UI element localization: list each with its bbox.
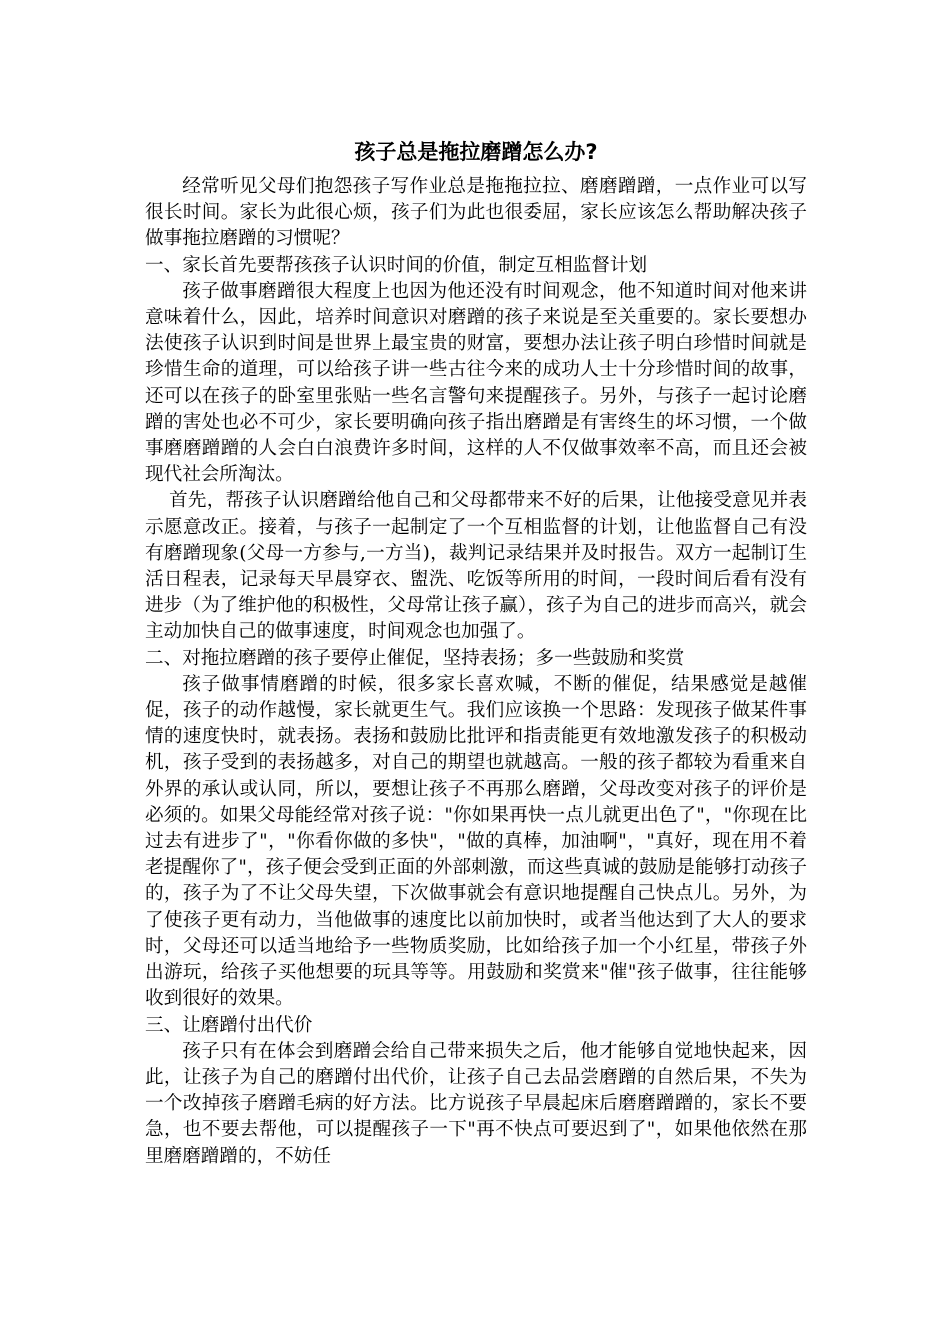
section-2-heading: 二、对拖拉磨蹭的孩子要停止催促，坚持表扬；多一些鼓励和奖赏 [145, 647, 685, 669]
document-title: 孩子总是拖拉磨蹭怎么办? [354, 140, 598, 164]
intro-paragraph: 经常听见父母们抱怨孩子写作业总是拖拖拉拉、磨磨蹭蹭，一点作业可以写很长时间。家长为此很心烦，孩子们为此也很委屈，家长应该怎么帮助解决孩子做事拖拉磨蹭的习惯呢？ [145, 176, 807, 250]
section-1-paragraph-1: 孩子做事磨蹭很大程度上也因为他还没有时间观念，他不知道时间对他来讲意味着什么，因此，培养时间意识对磨蹭的孩子来说是至关重要的。家长要想办法使孩子认识到时间是世界上最宝贵的财富，要想办法让孩子明白珍惜时间就是珍惜生命的道理，可以给孩子讲一些古往今来的成功人士十分珍惜时间的故事，还可以在孩子的卧室里张贴一些名言警句来提醒孩子。另外，与孩子一起讨论磨蹭的害处也必不可少，家长要明确向孩子指出磨蹭是有害终生的坏习惯，一个做事磨磨蹭蹭的人会白白浪费许多时间，这样的人不仅做事效率不高，而且还会被现代社会所淘汰。 [145, 280, 807, 486]
section-1-paragraph-2: 首先，帮孩子认识磨蹭给他自己和父母都带来不好的后果，让他接受意见并表示愿意改正。接着，与孩子一起制定了一个互相监督的计划，让他监督自己有没有磨蹭现象(父母一方参与,一方当)，裁判记录结果并及时报告。双方一起制订生活日程表，记录每天早晨穿衣、盥洗、吃饭等所用的时间，一段时间后看有没有进步（为了维护他的积极性，父母常让孩子赢），孩子为自己的进步而高兴，就会主动加快自己的做事速度，时间观念也加强了。 [145, 490, 807, 643]
section-3-paragraph-1: 孩子只有在体会到磨蹭会给自己带来损失之后，他才能够自觉地快起来，因此，让孩子为自己的磨蹭付出代价，让孩子自己去品尝磨蹭的自然后果，不失为一个改掉孩子磨蹭毛病的好方法。比方说孩子早晨起床后磨磨蹭蹭的，家长不要急，也不要去帮他，可以提醒孩子一下"再不快点可要迟到了"，如果他依然在那里磨磨蹭蹭的，不妨任 [145, 1040, 807, 1167]
section-1-heading: 一、家长首先要帮孩孩子认识时间的价值，制定互相监督计划 [145, 254, 648, 276]
section-2-paragraph-1: 孩子做事情磨蹭的时候，很多家长喜欢喊，不断的催促，结果感觉是越催促，孩子的动作越慢，家长就更生气。我们应该换一个思路：发现孩子做某件事情的速度快时，就表扬。表扬和鼓励比批评和指责能更有效地激发孩子的积极动机，孩子受到的表扬越多，对自己的期望也就越高。一般的孩子都较为看重来自外界的承认或认同，所以，要想让孩子不再那么磨蹭，父母改变对孩子的评价是必须的。如果父母能经常对孩子说："你如果再快一点儿就更出色了"，"你现在比过去有进步了"，"你看你做的多快"，"做的真棒，加油啊"，"真好，现在用不着老提醒你了"，孩子便会受到正面的外部刺激，而这些真诚的鼓励是能够打动孩子的，孩子为了不让父母失望，下次做事就会有意识地提醒自己快点儿。另外，为了使孩子更有动力，当他做事的速度比以前加快时，或者当他达到了大人的要求时，父母还可以适当地给予一些物质奖励，比如给孩子加一个小红星，带孩子外出游玩，给孩子买他想要的玩具等等。用鼓励和奖赏来"催"孩子做事，往往能够收到很好的效果。 [145, 673, 807, 1010]
section-3-heading: 三、让磨蹭付出代价 [145, 1014, 313, 1036]
document-body [145, 134, 807, 1170]
